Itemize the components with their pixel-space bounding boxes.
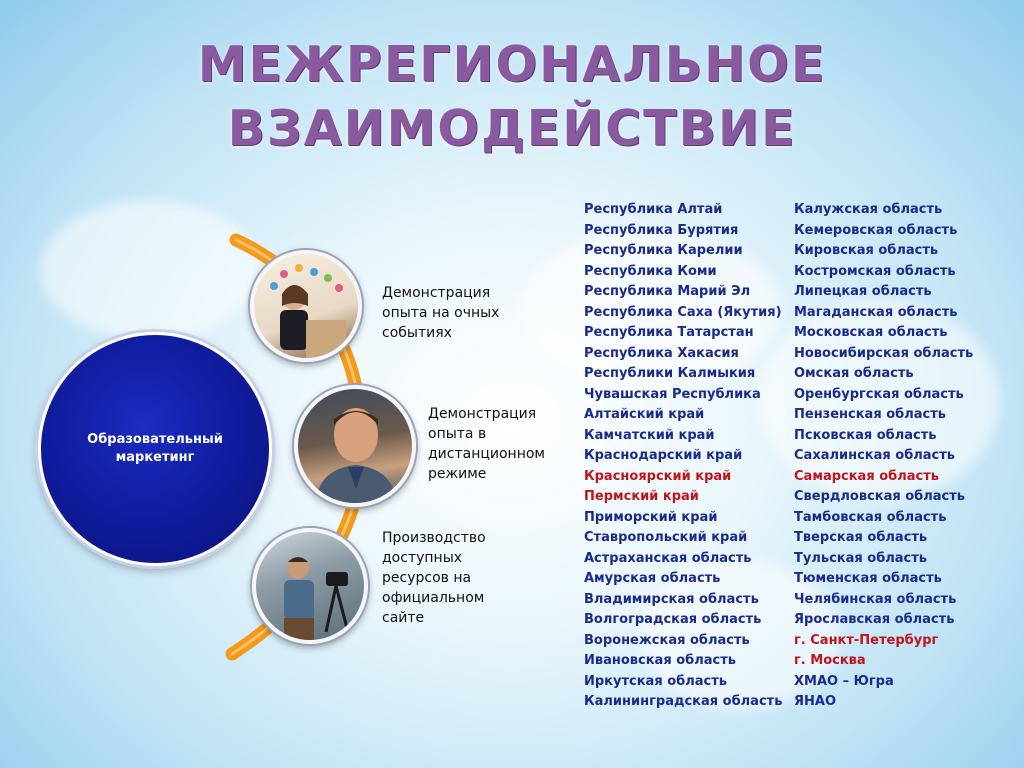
region-item: Сахалинская область	[794, 448, 956, 463]
region-item: Тверская область	[794, 530, 928, 545]
region-item: Республика Саха (Якутия)	[584, 304, 782, 320]
region-item: Тамбовская область	[794, 509, 947, 525]
region-item: Новосибирская область	[794, 345, 974, 361]
regions-list-left	[584, 200, 789, 713]
region-item: Алтайский край	[584, 407, 705, 422]
region-item: Приморский край	[584, 509, 718, 525]
region-item: Краснодарский край	[584, 448, 743, 463]
regions-list-right	[794, 200, 994, 713]
region-item: Калининградская область	[584, 694, 783, 709]
camera-operator-photo	[252, 528, 368, 644]
region-item: Тюменская область	[794, 571, 942, 586]
region-item: г. Москва	[794, 653, 866, 668]
region-item: Волгоградская область	[584, 612, 762, 627]
region-item: Тульская область	[794, 550, 928, 566]
region-item: Амурская область	[584, 571, 721, 586]
region-item: Псковская область	[794, 427, 937, 443]
region-item: Омская область	[794, 366, 914, 381]
region-item: Республики Калмыкия	[584, 366, 756, 381]
region-item: Астраханская область	[584, 550, 752, 566]
item-text-website-resources: Производство доступных ресурсов на официальном сайте	[382, 530, 486, 626]
region-item: г. Санкт-Петербург	[794, 632, 939, 648]
region-item: ХМАО – Югра	[794, 673, 894, 689]
region-item: Кемеровская область	[794, 222, 958, 238]
region-item: Республика Татарстан	[584, 325, 754, 340]
region-item: Ярославская область	[794, 612, 955, 627]
item-text-live-events: Демонстрация опыта на очных событиях	[382, 285, 500, 341]
region-item: Республика Бурятия	[584, 222, 739, 238]
speaker-at-podium-photo	[250, 250, 362, 362]
region-item: Самарская область	[794, 468, 939, 484]
center-circle-label: Образовательный маркетинг	[87, 432, 223, 465]
region-item: Чувашская Республика	[584, 386, 761, 402]
region-item: Оренбургская область	[794, 386, 964, 402]
man-portrait-photo	[294, 385, 416, 507]
region-item: Кировская область	[794, 243, 939, 258]
region-item: Свердловская область	[794, 489, 966, 504]
region-item: Пензенская область	[794, 407, 946, 422]
region-item: Республика Хакасия	[584, 345, 739, 361]
region-item: Воронежская область	[584, 632, 750, 648]
region-item: Ставропольский край	[584, 530, 748, 545]
region-item: Республика Алтай	[584, 202, 723, 217]
slide-title-line1: МЕЖРЕГИОНАЛЬНОЕ	[197, 36, 827, 93]
item-text-remote: Демонстрация опыта в дистанционном режиме	[428, 406, 545, 482]
region-item: Липецкая область	[794, 284, 932, 299]
region-item: Красноярский край	[584, 468, 732, 484]
region-item: Камчатский край	[584, 427, 715, 443]
region-item: Владимирская область	[584, 591, 759, 607]
region-item: Иркутская область	[584, 673, 727, 689]
region-item: Магаданская область	[794, 304, 958, 320]
region-item: ЯНАО	[794, 694, 837, 709]
slide-title-line2: ВЗАИМОДЕЙСТВИЕ	[227, 100, 797, 157]
region-item: Костромская область	[794, 263, 956, 279]
region-item: Челябинская область	[794, 591, 957, 607]
center-circle	[38, 332, 272, 566]
region-item: Калужская область	[794, 202, 943, 217]
region-item: Пермский край	[584, 489, 699, 504]
region-item: Ивановская область	[584, 653, 736, 668]
region-item: Республика Марий Эл	[584, 284, 751, 299]
region-item: Республика Карелии	[584, 243, 743, 258]
region-item: Республика Коми	[584, 263, 717, 279]
region-item: Московская область	[794, 325, 948, 340]
